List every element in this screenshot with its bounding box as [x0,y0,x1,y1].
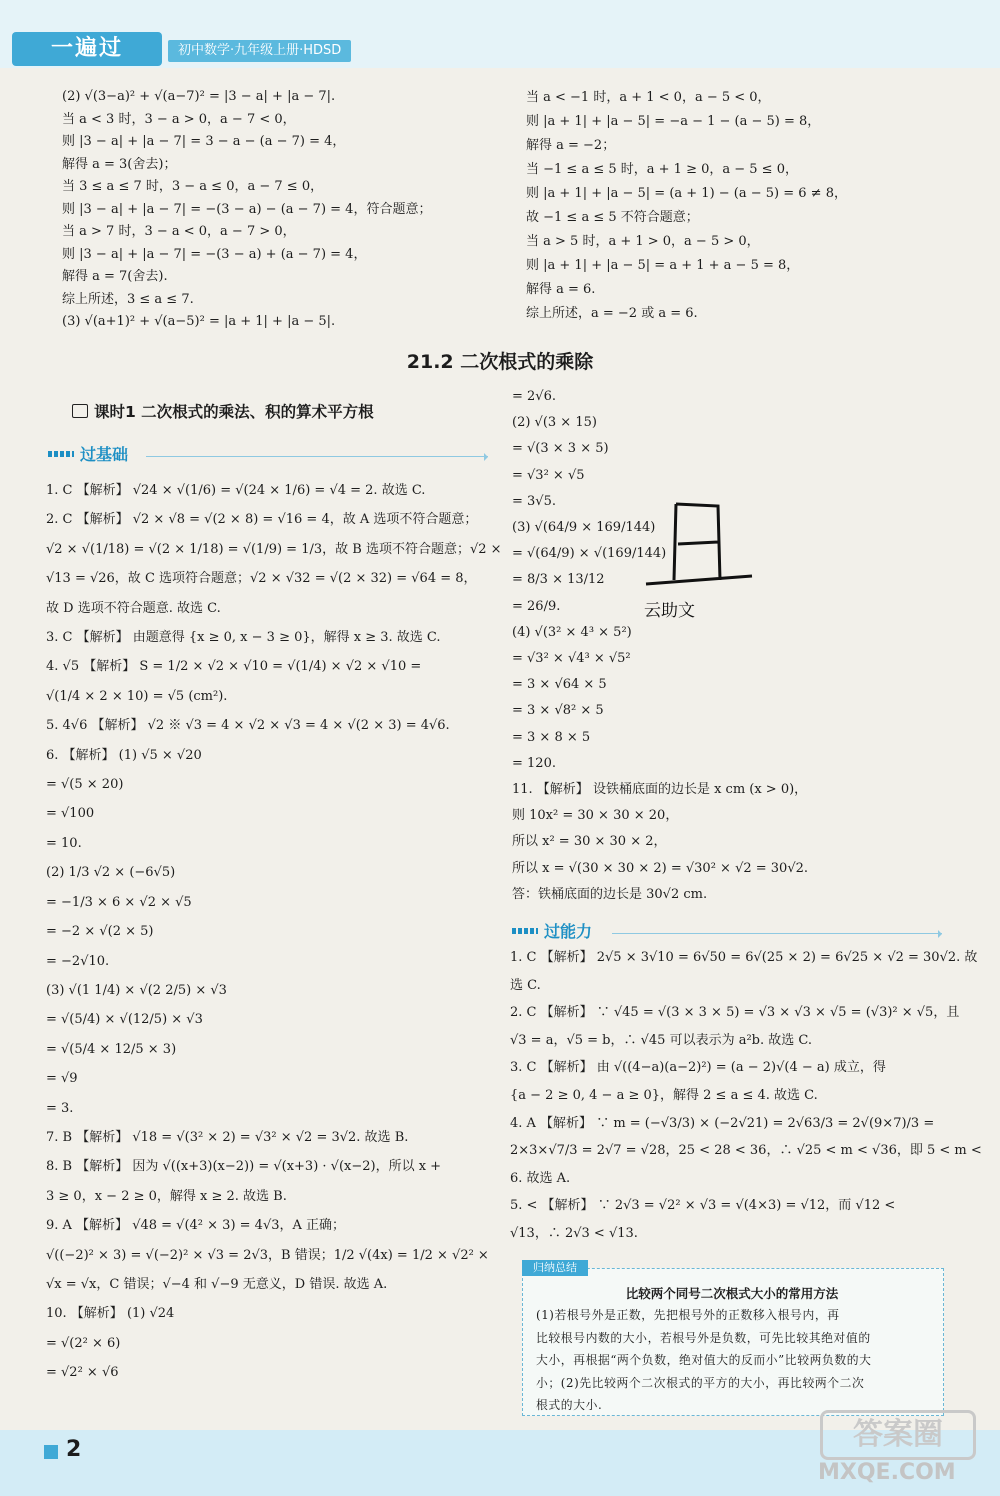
answer-line: = 3. [46,1100,74,1116]
summary-text: (1)若根号外是正数，先把根号外的正数移入根号内，再 比较根号内数的大小，若根号外是负数，可先比较其绝对值的 大小，再根据“两个负数，绝对值大的反而小”比较两负数的大 小；(2)先比较两个二次根式的平方的大小，再比较两个二次 根式的大小. [536,1308,872,1412]
answer-line: = √9 [46,1071,78,1087]
lesson-title-text: 课时1 二次根式的乘法、积的算术平方根 [94,403,374,421]
book-logo: 一遍过 [12,32,162,66]
answer-line: 综上所述，a = −2 或 a = 6. [526,306,698,321]
answer-line: 11. 【解析】 设铁桶底面的边长是 x cm (x > 0)， [512,782,808,798]
answer-line: 当 a < −1 时，a + 1 < 0，a − 5 < 0， [526,90,771,105]
answer-line: 解得 a = 3(舍去)； [62,156,177,172]
answer-line: 解得 a = 6. [526,282,596,297]
answer-line: = √3² × √4³ × √5² [512,651,631,667]
top-left-answers [62,86,482,334]
wave-icon [48,451,74,457]
series-tag: 初中数学·九年级上册·HDSD [168,40,351,62]
page-marker [44,1445,58,1459]
answer-line: {a − 2 ≥ 0, 4 − a ≥ 0}，解得 2 ≤ a ≤ 4. 故选 C. [510,1087,818,1103]
handwriting-sketch [640,496,760,622]
answer-line: 5. < 【解析】 ∵ 2√3 = √2² × √3 = √(4×3) = √12，而 √12 < [510,1198,896,1214]
watermark-logo: 答案圈 [820,1410,976,1460]
answer-line: = √2² × √6 [46,1365,119,1381]
answer-line: 解得 a = −2； [526,138,616,153]
answer-line: (2) √(3−a)² + √(a−7)² = |3 − a| + |a − 7|. [62,89,336,104]
answer-line: 3. C 【解析】 由题意得 {x ≥ 0, x − 3 ≥ 0}，解得 x ≥ 3. 故选 C. [46,630,441,646]
answer-line: 1. C 【解析】 √24 × √(1/6) = √(24 × 1/6) = √4 = 2. 故选 C. [46,483,426,498]
answer-line: 8. B 【解析】 因为 √((x+3)(x−2)) = √(x+3) · √(x−2)，所以 x + [46,1159,442,1175]
answer-line: √((−2)² × 3) = √(−2)² × √3 = 2√3，B 错误；1/2 √(4x) = 1/2 × √2² × [46,1247,489,1263]
answer-line: √13 = √26，故 C 选项符合题意；√2 × √32 = √(2 × 32) = √64 = 8， [46,571,477,587]
answer-line: 9. A 【解析】 √48 = √(4² × 3) = 4√3，A 正确； [46,1218,346,1234]
ability-answers [510,944,982,1248]
summary-tag: 归纳总结 [522,1260,588,1276]
answer-line: 则 |a + 1| + |a − 5| = a + 1 + a − 5 = 8， [526,258,800,273]
answer-line: √3 = a，√5 = b，∴ √45 可以表示为 a²b. 故选 C. [510,1032,813,1048]
answer-line: 则 |3 − a| + |a − 7| = −(3 − a) − (a − 7) = 4，符合题意； [62,201,432,217]
answer-line: = −1/3 × 6 × √2 × √5 [46,894,192,910]
answer-line: 则 |a + 1| + |a − 5| = −a − 1 − (a − 5) = 8， [526,114,821,129]
answer-line: 4. A 【解析】 ∵ m = (−√3/3) × (−2√21) = 2√63/3 = 2√(9×7)/3 = [510,1115,935,1131]
answer-line: 选 C. [510,977,541,993]
answer-line: (3) √(64/9 × 169/144) [512,520,656,536]
book-icon [72,404,88,418]
answer-line: = 120. [512,755,556,771]
answer-line: = 8/3 × 13/12 [512,572,605,588]
answer-line: = 3√5. [512,493,556,509]
band-ability-label: 过能力 [544,922,593,941]
answer-line: 答：铁桶底面的边长是 30√2 cm. [512,886,708,902]
answer-line: = √(3 × 3 × 5) [512,441,609,457]
answer-line: (2) 1/3 √2 × (−6√5) [46,865,176,881]
answer-line: (4) √(3² × 4³ × 5²) [512,624,632,640]
answer-line: 所以 x² = 30 × 30 × 2， [512,834,667,850]
watermark-url: MXQE.COM [818,1460,956,1485]
answer-line: = 10. [46,835,82,851]
answer-line: 6. 故选 A. [510,1170,571,1186]
answer-line: 2. C 【解析】 √2 × √8 = √(2 × 8) = √16 = 4，故 A 选项不符合题意； [46,512,478,528]
answer-line: = 26/9. [512,598,561,614]
wave-icon [512,928,538,934]
answer-line: = −2√10. [46,953,110,969]
right-column-answers [512,384,809,908]
answer-line: 当 a > 7 时，3 − a < 0，a − 7 > 0， [62,224,296,239]
left-column-answers [46,476,502,1388]
summary-title: 比较两个同号二次根式大小的常用方法 [625,1286,839,1301]
answer-line: = √(64/9) × √(169/144) [512,546,667,562]
answer-line: √x = √x，C 错误；√−4 和 √−9 无意义，D 错误. 故选 A. [46,1276,388,1292]
answer-line: 7. B 【解析】 √18 = √(3² × 2) = √3² × √2 = 3√2. 故选 B. [46,1129,409,1145]
top-right-answers [526,86,966,326]
answer-line: 则 |3 − a| + |a − 7| = 3 − a − (a − 7) = 4， [62,134,346,149]
answer-line: 2. C 【解析】 ∵ √45 = √(3 × 3 × 5) = √3 × √3 × √5 = (√3)² × √5，且 [510,1005,960,1021]
answer-line: = √100 [46,806,95,822]
answer-line: √2 × √(1/18) = √(2 × 1/18) = √(1/9) = 1/3，故 B 选项不符合题意；√2 × [46,541,502,557]
answer-line: = −2 × √(2 × 5) [46,924,154,940]
band-ability [512,919,592,942]
answer-line: = √(5 × 20) [46,777,124,793]
answer-line: 当 −1 ≤ a ≤ 5 时，a + 1 ≥ 0，a − 5 ≤ 0， [526,162,798,177]
answer-line: 5. 4√6 【解析】 √2 ※ √3 = 4 × √2 × √3 = 4 × √(2 × 3) = 4√6. [46,718,450,734]
answer-line: 2×3×√7/3 = 2√7 = √28，25 < 28 < 36，∴ √25 < m < √36，即 5 < m < [510,1143,982,1159]
answer-line: 故 −1 ≤ a ≤ 5 不符合题意； [526,210,699,225]
answer-line: 4. √5 【解析】 S = 1/2 × √2 × √10 = √(1/4) × √2 × √10 = [46,659,422,675]
answer-line: 10. 【解析】 (1) √24 [46,1306,175,1322]
answer-line: 综上所述，3 ≤ a ≤ 7. [62,291,194,307]
answer-line: (3) √(1 1/4) × √(2 2/5) × √3 [46,982,227,998]
band-basic [48,442,128,465]
answer-line: = √3² × √5 [512,467,585,483]
band-ability-rule [612,933,942,934]
answer-line: 则 |3 − a| + |a − 7| = −(3 − a) + (a − 7) = 4， [62,246,367,262]
answer-line: √(1/4 × 2 × 10) = √5 (cm²). [46,688,228,704]
answer-line: = √(5/4 × 12/5 × 3) [46,1041,177,1057]
answer-line: 6. 【解析】 (1) √5 × √20 [46,747,202,763]
answer-line: 当 a > 5 时，a + 1 > 0，a − 5 > 0， [526,234,760,249]
answer-line: 1. C 【解析】 2√5 × 3√10 = 6√50 = 6√(25 × 2) = 6√25 × √2 = 30√2. 故 [510,950,978,965]
answer-line: = 3 × 8 × 5 [512,729,591,745]
answer-line: = √(5/4) × √(12/5) × √3 [46,1012,203,1028]
answer-line: = 3 × √8² × 5 [512,703,604,719]
answer-line: 则 10x² = 30 × 30 × 20， [512,808,679,824]
section-title: 21.2 二次根式的乘除 [406,351,594,373]
answer-line: 当 3 ≤ a ≤ 7 时，3 − a ≤ 0，a − 7 ≤ 0， [62,179,324,194]
band-basic-label: 过基础 [80,445,129,464]
band-basic-rule [146,456,488,457]
answer-line: 则 |a + 1| + |a − 5| = (a + 1) − (a − 5) = 6 ≠ 8， [526,186,847,201]
page-number: 2 [66,1437,82,1462]
answer-line: 3 ≥ 0，x − 2 ≥ 0，解得 x ≥ 2. 故选 B. [46,1188,287,1204]
answer-line: 3. C 【解析】 由 √((4−a)(a−2)²) = (a − 2)√(4 − a) 成立，得 [510,1060,886,1076]
answer-line: 解得 a = 7(舍去). [62,269,168,284]
answer-line: 当 a < 3 时，3 − a > 0，a − 7 < 0， [62,111,296,127]
answer-line: √13，∴ 2√3 < √13. [510,1225,638,1241]
lesson-title [72,400,374,422]
answer-line: (3) √(a+1)² + √(a−5)² = |a + 1| + |a − 5|. [62,314,336,329]
answer-line: (2) √(3 × 15) [512,415,597,431]
answer-line: = 3 × √64 × 5 [512,677,607,693]
answer-line: 故 D 选项不符合题意. 故选 C. [46,600,221,616]
answer-line: = √(2² × 6) [46,1335,121,1351]
answer-line: 所以 x = √(30 × 30 × 2) = √30² × √2 = 30√2. [512,860,809,876]
answer-line: = 2√6. [512,389,556,404]
handwriting-text: 云助文 [644,601,695,621]
